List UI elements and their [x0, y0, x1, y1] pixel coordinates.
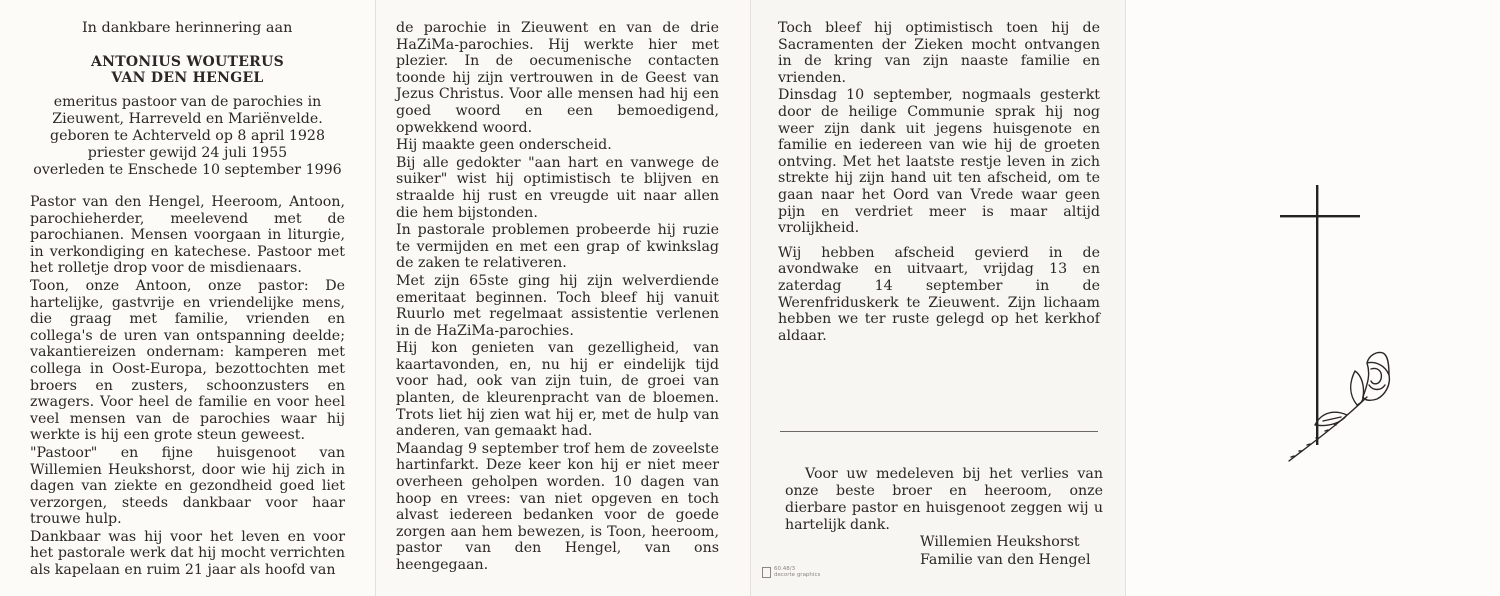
- fold-line: [1125, 0, 1126, 596]
- text-column-3: [778, 20, 1100, 344]
- paragraph: Pastor van den Hengel, Heeroom, Antoon, parochieherder, meelevend met de parochianen. Mensen voorgaan in liturgie, in verkondiging en katechese. Pastoor met het rolletje drop voor de misdienaars.: [30, 194, 345, 277]
- paragraph: Toch bleef hij optimistisch toen hij de Sacramenten der Zieken mocht ontvangen in de kring van zijn naaste familie en vrienden.: [778, 20, 1100, 86]
- paragraph: "Pastoor" en fijne huisgenoot van Willemien Heukshorst, door wie hij zich in dagen van ziekte en gezondheid goed liet verzorgen, steeds dankbaar voor haar trouwe hulp.: [30, 444, 345, 528]
- printer-logo-icon: [762, 567, 771, 578]
- paragraph: In pastorale problemen probeerde hij ruzie te vermijden en met een grap of kwinkslag de zaken te relativeren.: [396, 222, 719, 272]
- printer-name: decorte graphics: [774, 572, 821, 578]
- printer-mark: [762, 566, 820, 578]
- signature: [920, 533, 1090, 569]
- fold-line: [750, 0, 751, 596]
- biographical-info: [30, 94, 345, 179]
- printer-code: 60.48/3: [774, 566, 796, 572]
- info-line: Zieuwent, Harreveld en Mariënvelde.: [52, 111, 323, 127]
- intro-line: In dankbare herinnering aan: [82, 20, 293, 36]
- info-line: geboren te Achterveld op 8 april 1928: [50, 128, 325, 144]
- fold-line: [375, 0, 376, 596]
- deceased-name-line1: ANTONIUS WOUTERUS: [90, 54, 285, 70]
- text-column-1: [30, 194, 345, 579]
- signature-line: Willemien Heukshorst: [920, 534, 1080, 550]
- signature-line: Familie van den Hengel: [920, 552, 1091, 568]
- paragraph: Met zijn 65ste ging hij zijn welverdiende emeritaat beginnen. Toch bleef hij vanuit Ruurlo met regelmaat assistentie verlenen in de HaZiMa-parochies.: [396, 272, 719, 339]
- paragraph: Dinsdag 10 september, nogmaals gesterkt door de heilige Communie sprak hij nog weer zijn dank uit jegens huisgenote en familie en iedereen van wie hij de groeten ontving. Met het laatste restje leven in zich strekte hij zijn hand uit ten afscheid, om te gaan naar het Oord van Vrede waar geen pijn en verdriet meer is maar altijd vrolijkheid.: [778, 87, 1100, 237]
- paragraph: Hij kon genieten van gezelligheid, van kaartavonden, en, nu hij er eindelijk tijd voor had, ook van zijn tuin, de groei van planten, de kleurenpracht van de bloemen. Trots liet hij zien wat hij er, met de hulp van anderen, van gemaakt had.: [396, 340, 719, 440]
- paragraph: Hij maakte geen onderscheid.: [396, 137, 612, 154]
- paragraph: Dankbaar was hij voor het leven en voor het pastorale werk dat hij mocht verrichten als kapelaan en ruim 21 jaar als hoofd van: [30, 528, 345, 579]
- paragraph: Wij hebben afscheid gevierd in de avondwake en uitvaart, vrijdag 13 en zaterdag 14 september in de Werenfriduskerk te Zieuwent. Zijn lichaam hebben we ter ruste gelegd op het kerkhof aldaar.: [778, 244, 1100, 344]
- info-line: overleden te Enschede 10 september 1996: [33, 162, 342, 178]
- paragraph: Bij alle gedokter "aan hart en vanwege de suiker" wist hij optimistisch te blijven en straalde hij rust en vreugde uit naar allen die hem bijstonden.: [396, 154, 719, 221]
- deceased-name-line2: VAN DEN HENGEL: [111, 70, 264, 86]
- rose-icon: [1285, 345, 1400, 465]
- divider-line: [780, 431, 1098, 432]
- paragraph: de parochie in Zieuwent en van de drie HaZiMa-parochies. Hij werkte hier met plezier. In de oecumenische contacten toonde hij zijn vertrouwen in de Geest van Jezus Christus. Voor alle mensen had hij een goed woord en een bemoedigend, opwekkend woord.: [396, 20, 719, 136]
- thanks-paragraph: Voor uw medeleven bij het verlies van onze beste broer en heeroom, onze dierbare pastor en huisgenoot zeggen wij u hartelijk dank.: [785, 466, 1103, 533]
- info-line: priester gewijd 24 juli 1955: [87, 145, 288, 161]
- info-line: emeritus pastoor van de parochies in: [53, 94, 322, 110]
- paragraph: Maandag 9 september trof hem de zoveelste hartinfarkt. Deze keer kon hij er niet meer overheen geholpen worden. 10 dagen van hoop en vrees: van niet opgeven en toch alvast iedereen bedanken voor de goede zorgen aan hem bewezen, is Toon, heeroom, pastor van den Hengel, van ons heengegaan.: [396, 440, 719, 573]
- paragraph: Toon, onze Antoon, onze pastor: De hartelijke, gastvrije en vriendelijke mens, die graag met familie, vrienden en collega's de uren van ontspanning deelde; vakantiereizen ondernam: kamperen met collega in Oost-Europa, bezottochten met broers en zusters, schoonzusters en zwagers. Voor heel de familie en voor heel veel mensen van de parochies waar hij werkte is hij een grote steun geweest.: [30, 277, 345, 444]
- text-column-2: [396, 20, 719, 574]
